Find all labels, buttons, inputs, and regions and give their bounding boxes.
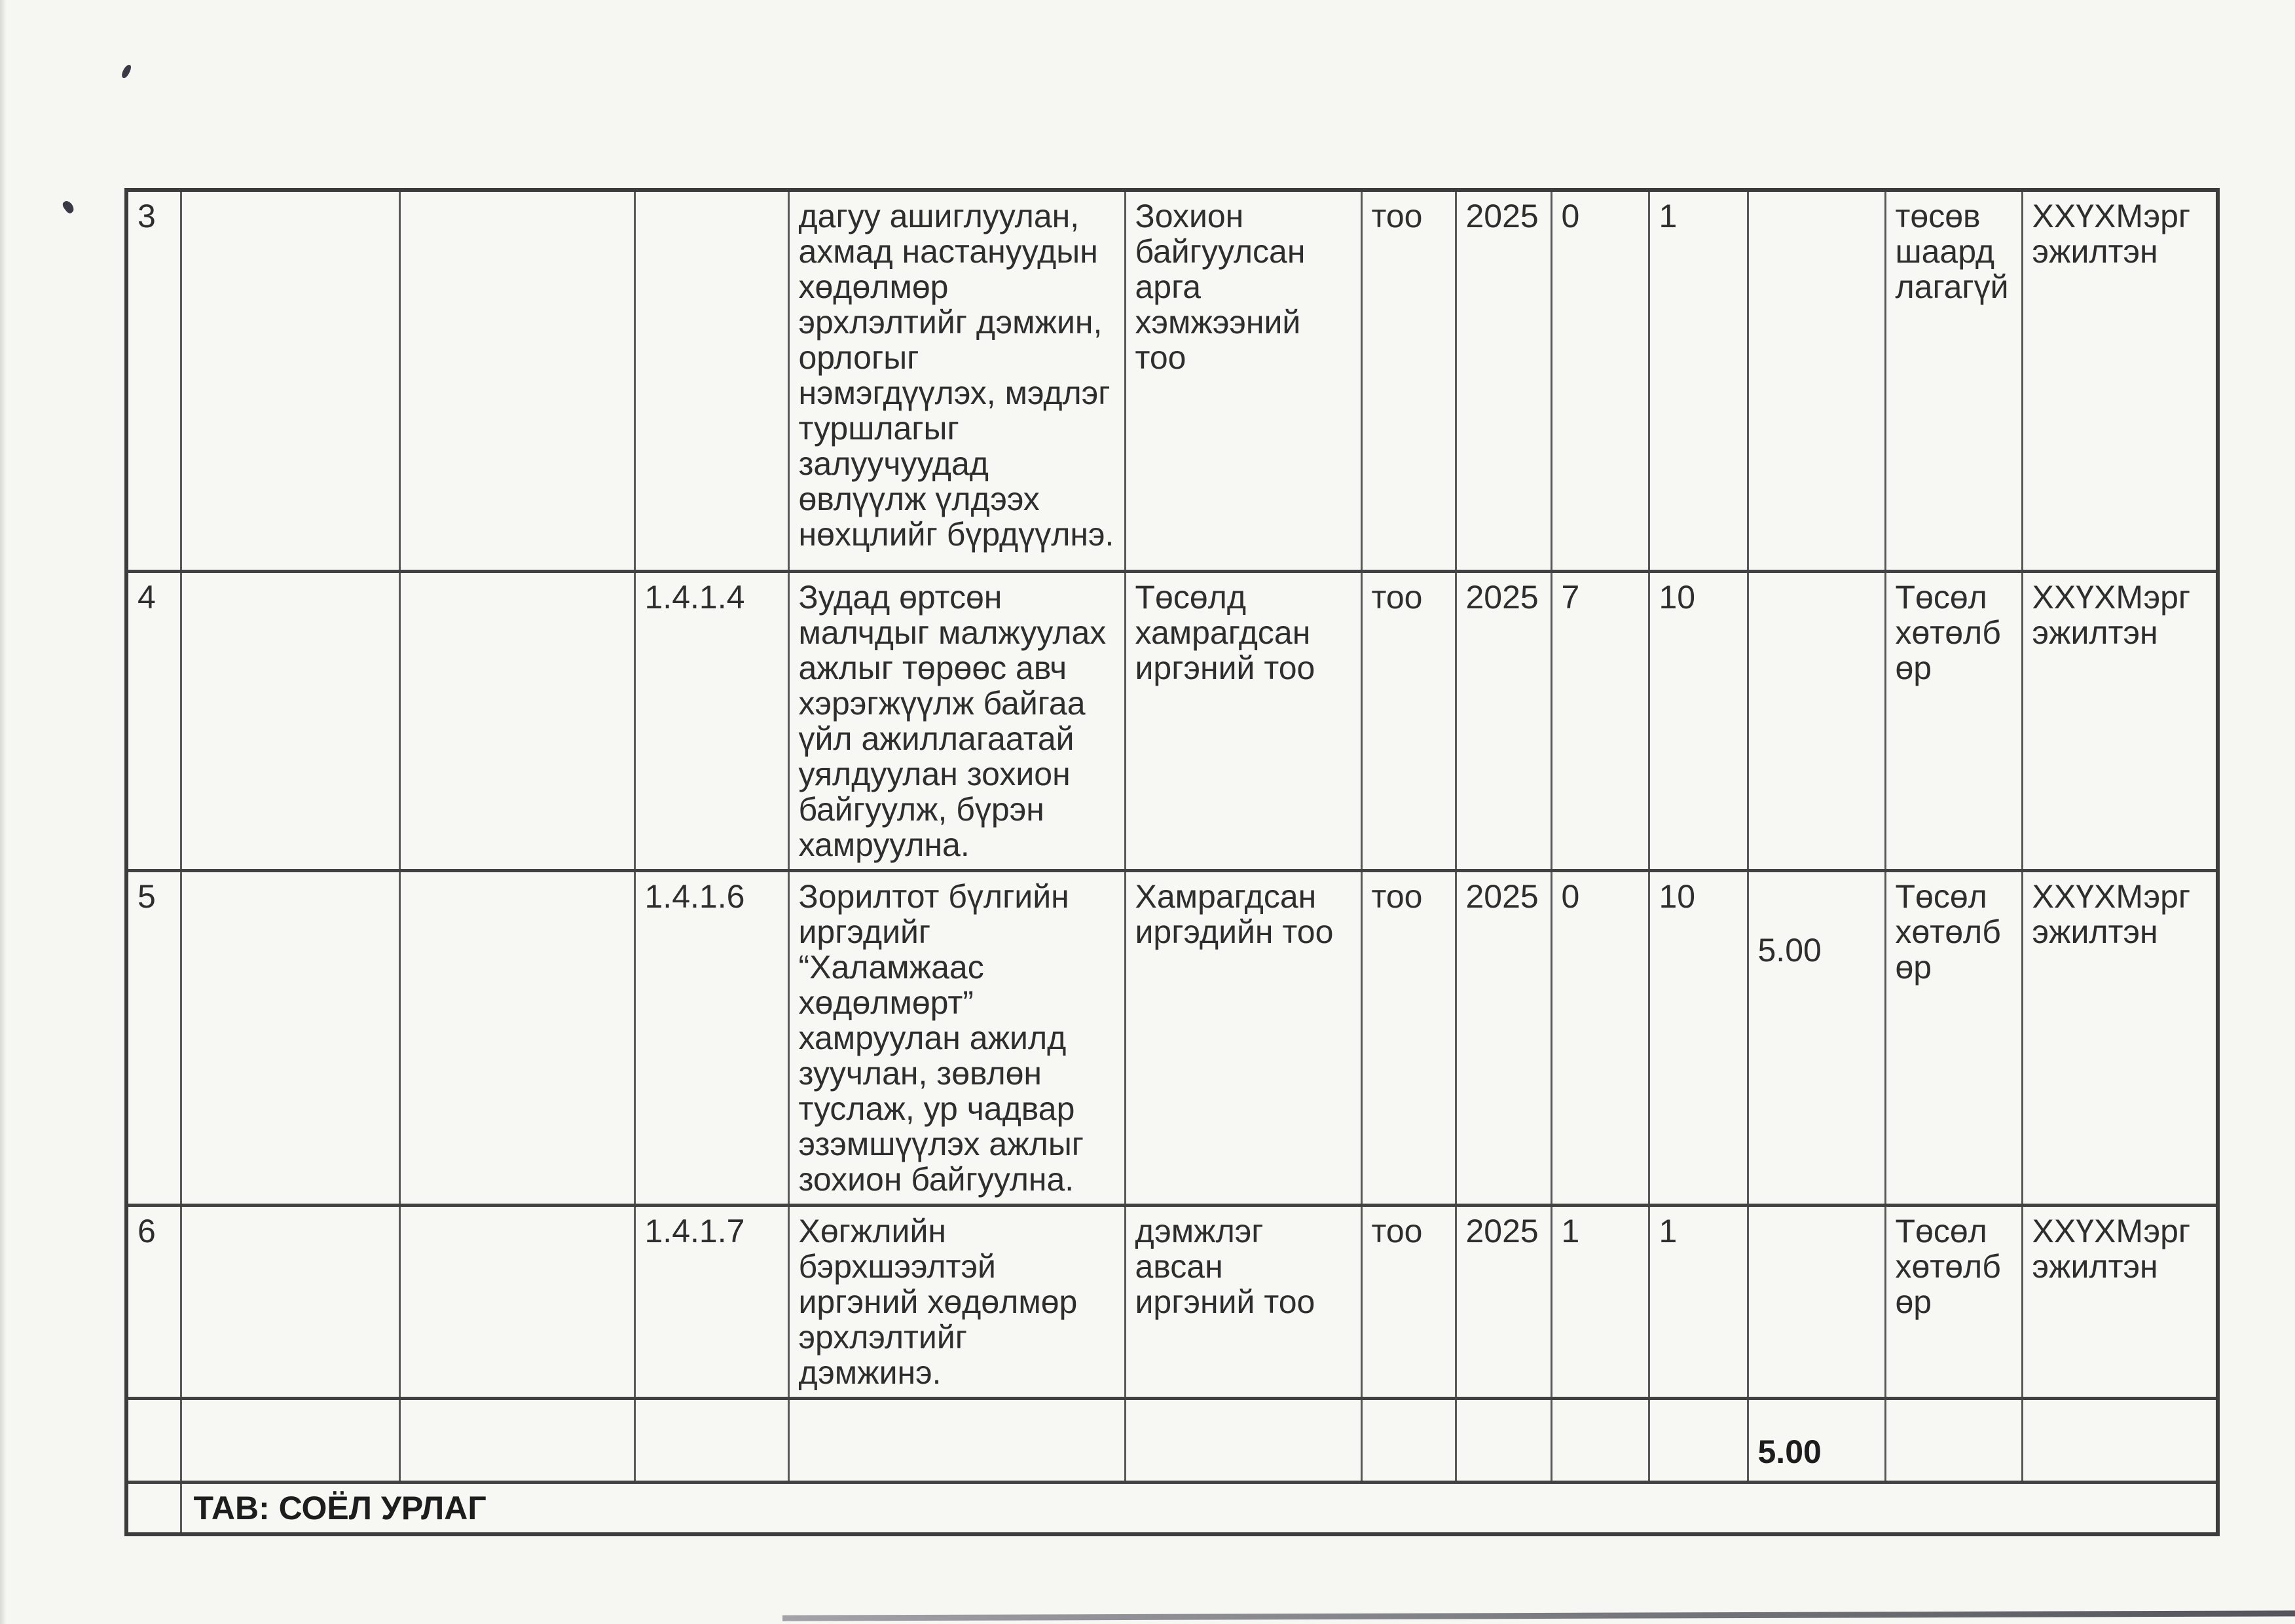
activity-cell: Хөгжлийн бэрхшээлтэй иргэний хөдөлмөр эрхлэлтийг дэмжинэ.	[788, 1205, 1125, 1398]
row-number-cell: 3	[126, 190, 181, 571]
empty-cell	[399, 870, 634, 1205]
section-footer-row	[126, 1482, 2218, 1534]
code-cell: 1.4.1.7	[634, 1205, 788, 1398]
baseline-cell: 1	[1551, 1205, 1649, 1398]
target-cell: 10	[1649, 870, 1748, 1205]
empty-cell	[126, 1398, 181, 1482]
empty-cell	[634, 1398, 788, 1482]
baseline-cell: 7	[1551, 571, 1649, 870]
year-cell: 2025	[1456, 1205, 1551, 1398]
empty-cell	[181, 1205, 399, 1398]
row-number-cell: 6	[126, 1205, 181, 1398]
subtotal-budget-cell: 5.00	[1748, 1398, 1885, 1482]
indicator-cell: Хамрагдсан иргэдийн тоо	[1125, 870, 1361, 1205]
empty-cell	[2022, 1398, 2218, 1482]
ink-mark-left	[61, 199, 76, 215]
activity-cell: Зудад өртсөн малчдыг малжуулах ажлыг төрөөс авч хэрэгжүүлж байгаа үйл ажиллагаатай уялдуулан зохион байгуулж, бүрэн хамруулна.	[788, 571, 1125, 870]
funding-cell: Төсөл хөтөлбөр	[1885, 870, 2022, 1205]
funding-cell: Төсөл хөтөлбөр	[1885, 1205, 2022, 1398]
target-cell: 1	[1649, 190, 1748, 571]
year-cell: 2025	[1456, 870, 1551, 1205]
empty-cell	[181, 571, 399, 870]
empty-cell	[181, 190, 399, 571]
empty-cell	[399, 1398, 634, 1482]
year-cell: 2025	[1456, 190, 1551, 571]
table-row-6	[126, 1205, 2218, 1398]
responsible-cell: ХХҮХМэргэжилтэн	[2022, 1205, 2218, 1398]
row-number-cell: 4	[126, 571, 181, 870]
responsible-cell: ХХҮХМэргэжилтэн	[2022, 870, 2218, 1205]
empty-cell	[1456, 1398, 1551, 1482]
budget-cell	[1748, 1205, 1885, 1398]
table-row-4	[126, 571, 2218, 870]
scan-edge-left	[0, 0, 7, 1624]
ink-mark-top	[120, 64, 132, 79]
code-cell: 1.4.1.4	[634, 571, 788, 870]
budget-cell: 5.00	[1748, 870, 1885, 1205]
activity-cell: дагуу ашиглуулан, ахмад настануудын хөдөлмөр эрхлэлтийг дэмжин, орлогыг нэмэгдүүлэх, мэдлэг туршлагыг залуучуудад өвлүүлж үлдээх нөхцлийг бүрдүүлнэ.	[788, 190, 1125, 571]
table-row-3	[126, 190, 2218, 571]
empty-cell	[1125, 1398, 1361, 1482]
target-cell: 1	[1649, 1205, 1748, 1398]
indicator-cell: Төсөлд хамрагдсан иргэний тоо	[1125, 571, 1361, 870]
activity-cell: Зорилтот бүлгийн иргэдийг “Халамжаас хөдөлмөрт” хамруулан ажилд зуучлан, зөвлөн туслаж, ур чадвар эзэмшүүлэх ажлыг зохион байгуулна.	[788, 870, 1125, 1205]
funding-cell: төсөв шаардлагагүй	[1885, 190, 2022, 571]
budget-cell	[1748, 571, 1885, 870]
code-cell: 1.4.1.6	[634, 870, 788, 1205]
indicator-cell: Зохион байгуулсан арга хэмжээний тоо	[1125, 190, 1361, 571]
row-number-cell: 5	[126, 870, 181, 1205]
empty-cell	[399, 571, 634, 870]
empty-cell	[399, 190, 634, 571]
baseline-cell: 0	[1551, 190, 1649, 571]
unit-cell: тоо	[1361, 190, 1456, 571]
responsible-cell: ХХҮХМэргэжилтэн	[2022, 190, 2218, 571]
code-cell	[634, 190, 788, 571]
empty-cell	[1649, 1398, 1748, 1482]
empty-cell	[181, 870, 399, 1205]
target-cell: 10	[1649, 571, 1748, 870]
empty-cell	[126, 1482, 181, 1534]
section-title: ТАВ: СОЁЛ УРЛАГ	[181, 1482, 2218, 1534]
baseline-cell: 0	[1551, 870, 1649, 1205]
unit-cell: тоо	[1361, 870, 1456, 1205]
table-row-5	[126, 870, 2218, 1205]
unit-cell: тоо	[1361, 1205, 1456, 1398]
plan-monitoring-table	[124, 188, 2220, 1536]
year-cell: 2025	[1456, 571, 1551, 870]
empty-cell	[399, 1205, 634, 1398]
subtotal-row	[126, 1398, 2218, 1482]
unit-cell: тоо	[1361, 571, 1456, 870]
indicator-cell: дэмжлэг авсан иргэний тоо	[1125, 1205, 1361, 1398]
scan-edge-bottom-line	[782, 1610, 2295, 1621]
empty-cell	[1551, 1398, 1649, 1482]
funding-cell: Төсөл хөтөлбөр	[1885, 571, 2022, 870]
budget-cell	[1748, 190, 1885, 571]
empty-cell	[181, 1398, 399, 1482]
empty-cell	[788, 1398, 1125, 1482]
empty-cell	[1885, 1398, 2022, 1482]
responsible-cell: ХХҮХМэргэжилтэн	[2022, 571, 2218, 870]
empty-cell	[1361, 1398, 1456, 1482]
